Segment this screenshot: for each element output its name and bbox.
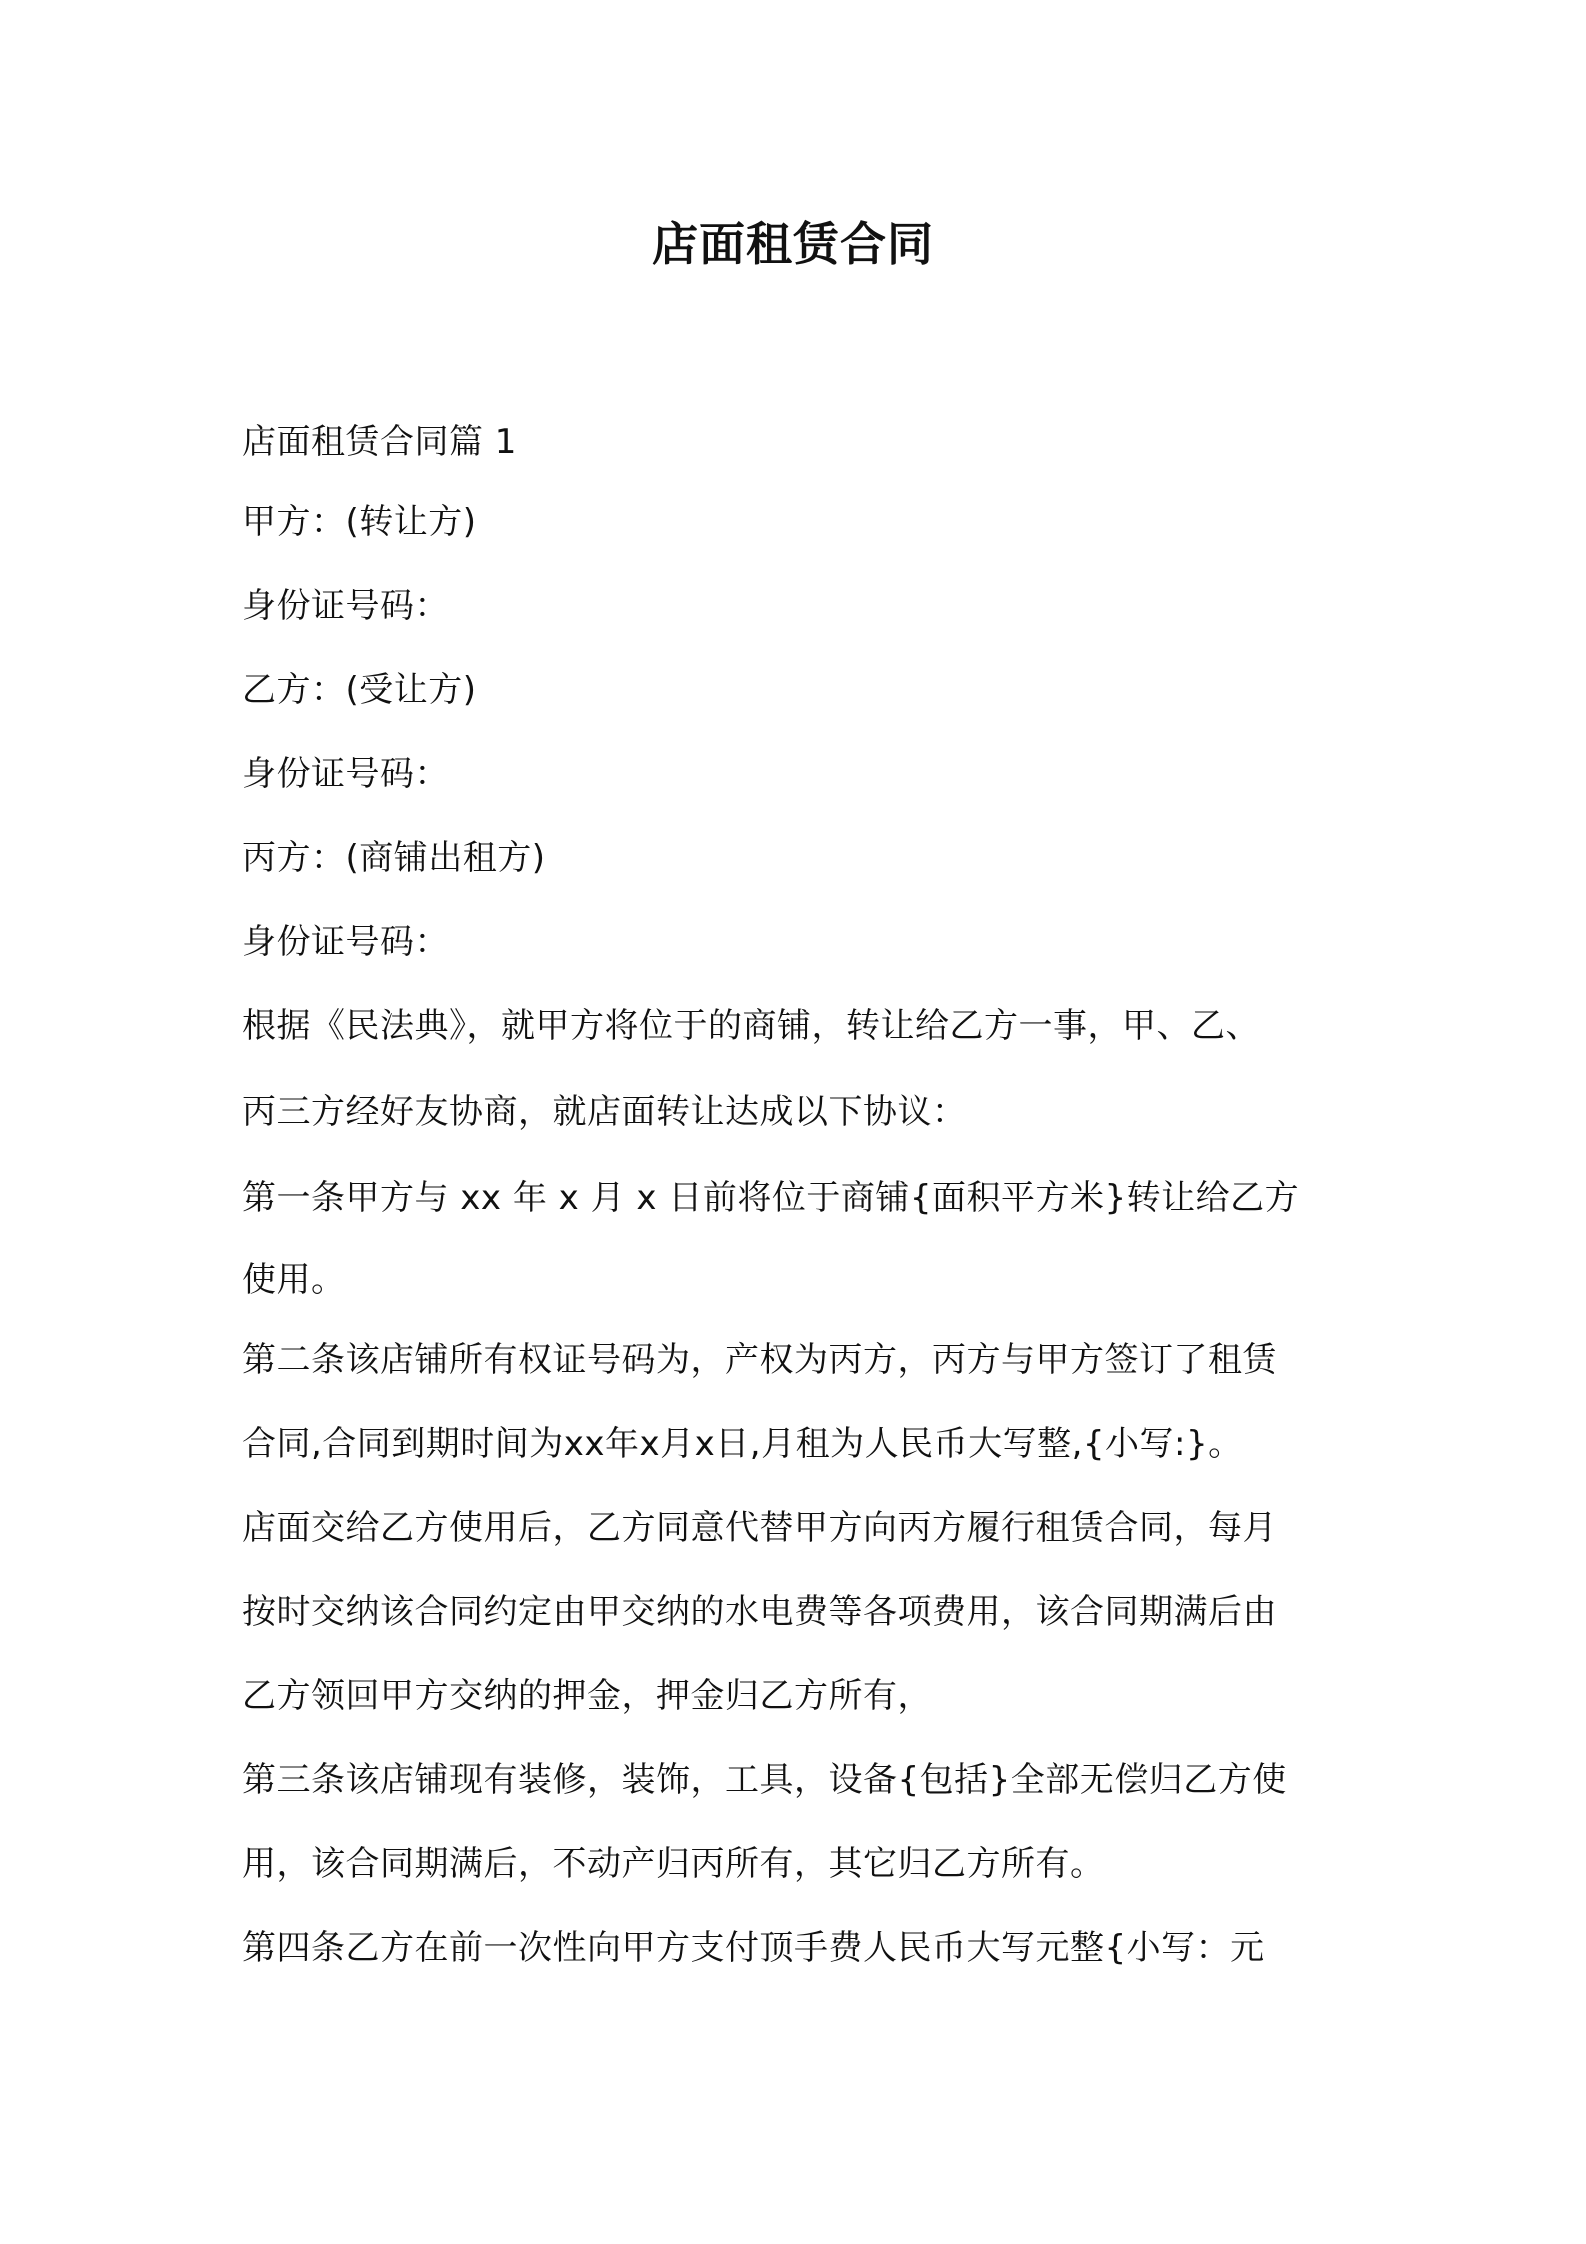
article-3-line: 用，该合同期满后，不动产归丙所有，其它归乙方所有。 xyxy=(242,1844,1105,1884)
party-b-label: 乙方：(受让方) xyxy=(242,670,477,710)
party-c-id-label: 身份证号码： xyxy=(242,922,449,962)
article-2-line: 乙方领回甲方交纳的押金，押金归乙方所有， xyxy=(242,1676,932,1716)
paragraph-line: 根据《民法典》，就甲方将位于的商铺，转让给乙方一事，甲、乙、 xyxy=(242,1006,1260,1046)
document-title: 店面租赁合同 xyxy=(652,217,934,271)
article-2-line: 合同,合同到期时间为xx年x月x日,月租为人民币大写整,{小写:}。 xyxy=(242,1424,1243,1464)
article-2-line: 店面交给乙方使用后，乙方同意代替甲方向丙方履行租赁合同，每月 xyxy=(242,1508,1277,1548)
party-a-id-label: 身份证号码： xyxy=(242,586,449,626)
article-3-line: 第三条该店铺现有装修，装饰，工具，设备{包括}全部无偿归乙方使 xyxy=(242,1760,1287,1800)
party-b-id-label: 身份证号码： xyxy=(242,754,449,794)
party-c-label: 丙方：(商铺出租方) xyxy=(242,838,546,878)
paragraph-line: 丙三方经好友协商，就店面转让达成以下协议： xyxy=(242,1092,967,1132)
party-a-label: 甲方：(转让方) xyxy=(242,502,477,542)
section-heading: 店面租赁合同篇 1 xyxy=(242,422,517,462)
article-2-line: 第二条该店铺所有权证号码为，产权为丙方，丙方与甲方签订了租赁 xyxy=(242,1340,1277,1380)
article-1-line: 使用。 xyxy=(242,1260,346,1300)
article-4-line: 第四条乙方在前一次性向甲方支付顶手费人民币大写元整{小写：元 xyxy=(242,1928,1265,1968)
article-1-line: 第一条甲方与 xx 年 x 月 x 日前将位于商铺{面积平方米}转让给乙方 xyxy=(242,1178,1300,1218)
article-2-line: 按时交纳该合同约定由甲交纳的水电费等各项费用，该合同期满后由 xyxy=(242,1592,1277,1632)
